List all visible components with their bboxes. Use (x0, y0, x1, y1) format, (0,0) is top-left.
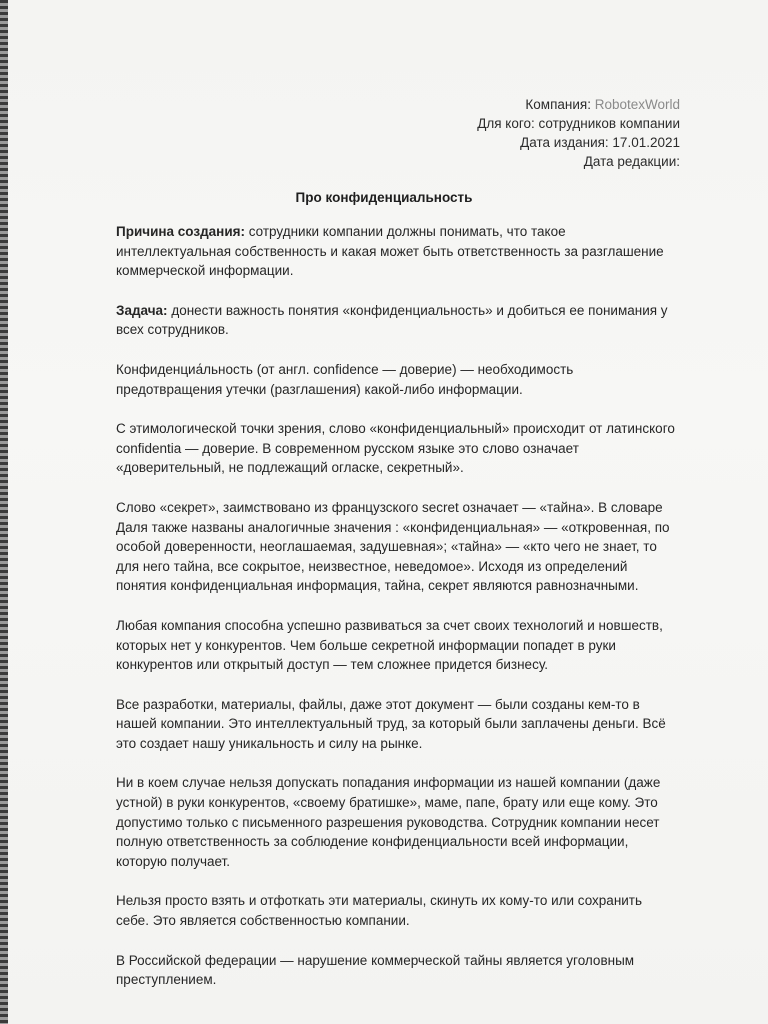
page-binding-edge (0, 0, 8, 1024)
document-header (477, 95, 680, 171)
paragraph-definition: Конфиденциа́льность (от англ. confidence — доверие) — необходимость предотвращения утечки (разглашения) какой-либо информации. (116, 361, 574, 397)
paragraph-competition: Любая компания способна успешно развиваться за счет своих технологий и новшеств, которых нет у конкурентов. Чем больше секретной информации попадет в руки конкурентов или открытый доступ — тем сложнее придется бизнесу. (116, 617, 663, 673)
company-line (477, 95, 680, 114)
task-label: Задача: (116, 302, 168, 318)
reason-label: Причина создания: (116, 224, 245, 239)
paragraph-law: В Российской федерации — нарушение коммерческой тайны является уголовным преступлением. (116, 952, 635, 988)
paragraph-secret: Слово «секрет», заимствовано из французского secret означает — «тайна». В словаре Даля также названы аналогичные значения : «конфиденциальная» — «откровенная, по особой доверенности, неоглашаемая, задушевная»; «тайна» — «кто чего не знает, то для него тайна, все сокрытое, неизвестное, неведомое». Исходя из определений понятия конфиденциальная информация, тайна, секрет являются равнозначными. (116, 499, 670, 594)
audience-line: Для кого: сотрудников компании (477, 116, 680, 131)
paragraph-prohibition: Ни в коем случае нельзя допускать попадания информации из нашей компании (даже устной) в руки конкурентов, «своему братишке», маме, папе, брату или еще кому. Это допустимо только с письменного разрешения руководства. Сотрудник компании несет полную ответственность за соблюдение конфиденциальности всей информации, которую получает. (116, 775, 661, 869)
reason-paragraph (116, 222, 676, 281)
reason-text: сотрудники компании должны понимать, что такое интеллектуальная собственность и какая может быть ответственность за разглашение коммерческой информации. (116, 224, 664, 279)
issue-date-line: Дата издания: 17.01.2021 (520, 135, 680, 150)
paragraph-etymology: С этимологической точки зрения, слово «конфиденциальный» происходит от латинского confidentia — доверие. В современном русском языке это слово означает «доверительный, не подлежащий огласке, секретный». (116, 421, 675, 476)
document-title: Про конфиденциальность (295, 190, 473, 205)
company-label: Компания: (525, 97, 595, 112)
document-body (116, 222, 676, 1010)
task-paragraph (116, 301, 676, 340)
paragraph-developments: Все разработки, материалы, файлы, даже этот документ — были созданы кем-то в нашей компании. Это интеллектуальный труд, за который были заплачены деньги. Всё это создает нашу уникальность и силу на рынке. (116, 696, 666, 751)
task-text: донести важность понятия «конфиденциальность» и добиться ее понимания у всех сотрудников. (116, 302, 668, 338)
company-name: RobotexWorld (594, 97, 680, 112)
paragraph-no-photos: Нельзя просто взять и отфоткать эти материалы, скинуть их кому-то или сохранить себе. Это является собственностью компании. (116, 893, 643, 929)
edit-date-line: Дата редакции: (583, 154, 680, 169)
